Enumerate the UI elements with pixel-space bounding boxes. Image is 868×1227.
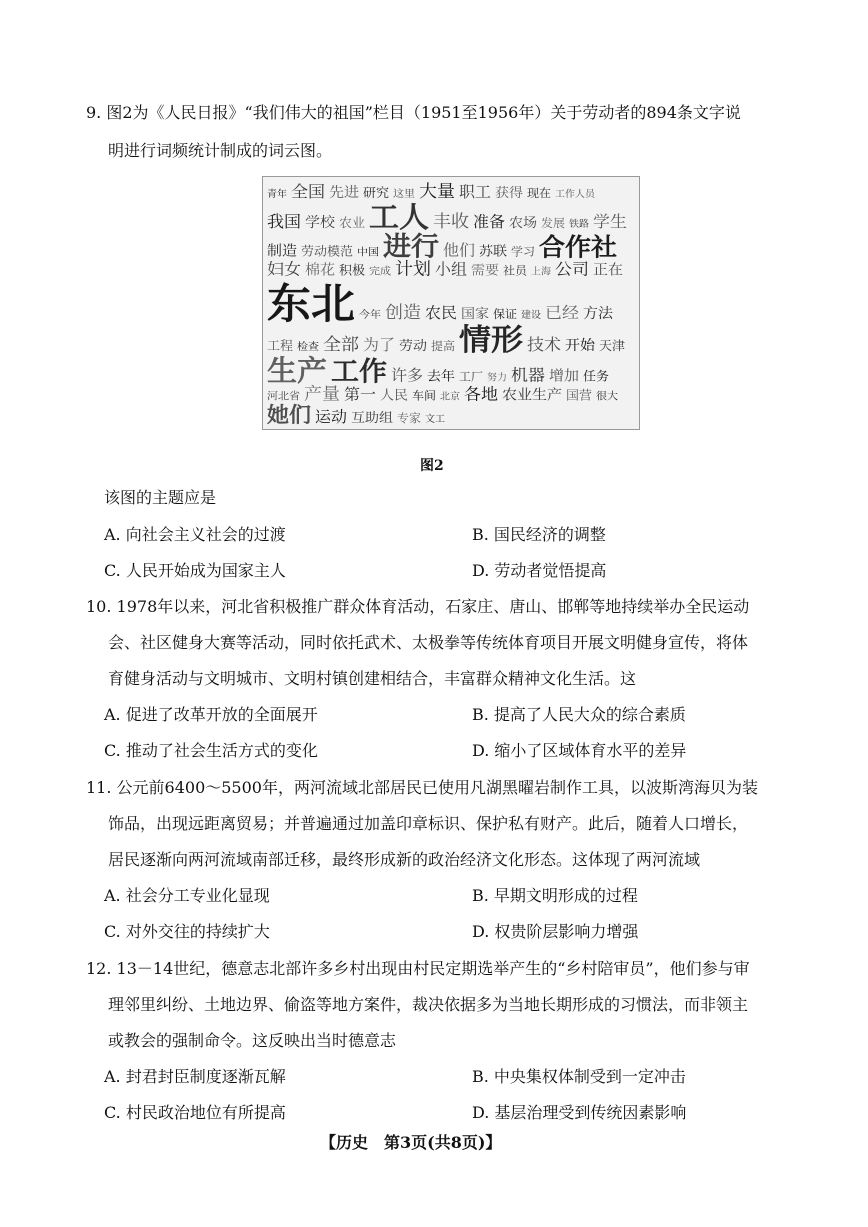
word-cloud-word: 发展 [541,217,564,231]
q10-option-b[interactable]: B. 提高了人民大众的综合素质 [472,705,686,724]
word-cloud-word: 全部 [323,335,359,356]
q12-line1: 12. 13－14世纪，德意志北部许多乡村出现由村民定期选举产生的“乡村陪审员”，他们参与审 [86,959,750,978]
word-cloud-word: 任务 [583,369,608,384]
word-cloud-word: 人民 [380,388,407,404]
word-cloud-word: 第一 [344,385,376,404]
q11-line1: 11. 公元前6400～5500年，两河流域北部居民已使用凡湖黑曜岩制作工具，以波斯湾海贝为装 [86,778,758,797]
word-cloud-word: 努力 [487,372,507,384]
word-cloud-word: 去年 [427,369,454,385]
word-cloud-word: 全国 [291,181,325,201]
word-cloud-word: 产量 [304,384,340,405]
word-cloud-word: 东北 [267,278,355,328]
q9-option-c[interactable]: C. 人民开始成为国家主人 [104,561,286,580]
word-cloud-word: 创造 [385,302,421,323]
word-cloud-word: 现在 [527,186,550,200]
word-cloud-word: 学生 [593,212,627,232]
q11-option-d[interactable]: D. 权贵阶层影响力增强 [472,922,639,941]
q11-option-c[interactable]: C. 对外交往的持续扩大 [104,922,270,941]
q11-option-b[interactable]: B. 早期文明形成的过程 [472,886,638,905]
page-footer: 【历史 第3页(共8页)】 [320,1133,502,1152]
q9-line1: 9. 图2为《人民日报》“我们伟大的祖国”栏目（1951至1956年）关于劳动者的894条文字说 [86,103,741,122]
word-cloud-word: 合作社 [539,232,618,262]
word-cloud-word: 互助组 [351,411,391,426]
word-cloud-word: 北京 [440,391,460,403]
q12-option-b[interactable]: B. 中央集权体制受到一定冲击 [472,1067,686,1086]
q11-line3: 居民逐渐向两河流域南部迁移，最终形成新的政治经济文化形态。这体现了两河流域 [108,850,701,869]
word-cloud-word: 开始 [565,338,596,355]
word-cloud-word: 积极 [339,263,364,278]
q9-stem: 该图的主题应是 [104,488,217,507]
word-cloud-word: 社员 [503,264,526,278]
word-cloud-word: 技术 [527,335,561,355]
q10-line2: 会、社区健身大赛等活动，同时依托武术、太极拳等传统体育项目开展文明健身宣传，将体 [108,633,749,652]
word-cloud-word: 农业生产 [502,387,559,404]
q10-option-d[interactable]: D. 缩小了区域体育水平的差异 [472,741,687,760]
q12-line3: 或教会的强制命令。这反映出当时德意志 [108,1031,397,1050]
word-cloud-word: 国家 [461,306,488,322]
word-cloud-word: 为了 [363,336,395,355]
word-cloud-word: 建设 [521,309,541,321]
word-cloud-figure [262,176,640,430]
q11-line2: 饰品，出现远距离贸易；并普遍通过加盖印章标识、保护私有财产。此后，随着人口增长， [108,814,749,833]
word-cloud-word: 农业 [339,216,365,231]
word-cloud-word: 我国 [267,212,301,232]
word-cloud-word: 工厂 [459,370,483,384]
word-cloud-word: 学习 [511,245,535,259]
word-cloud-word: 运动 [315,408,347,426]
word-cloud-word: 工人 [369,201,429,235]
word-cloud-word: 中国 [357,246,378,259]
word-cloud-word: 增加 [549,368,579,385]
word-cloud-word: 学校 [305,215,334,232]
word-cloud-word: 大量 [419,181,455,202]
q10-option-c[interactable]: C. 推动了社会生活方式的变化 [104,741,318,760]
word-cloud-word: 生产 [267,354,327,388]
word-cloud-word: 制造 [267,243,296,260]
word-cloud-word: 劳动模范 [301,244,351,259]
q12-option-a[interactable]: A. 封君封臣制度逐渐瓦解 [104,1067,286,1086]
word-cloud-word: 进行 [383,231,440,263]
word-cloud-word: 很大 [596,390,617,403]
word-cloud-word: 研究 [363,185,388,200]
word-cloud-word: 棉花 [305,262,334,279]
q10-line1: 10. 1978年以来，河北省积极推广群众体育活动，石家庄、唐山、邯郸等地持续举办全民运动 [86,597,750,616]
word-cloud-word: 许多 [391,366,423,385]
word-cloud-word: 河北省 [267,390,299,403]
word-cloud-word: 上海 [531,266,551,278]
word-cloud-word: 公司 [555,259,589,279]
word-cloud-word: 保证 [493,307,516,321]
word-cloud-word: 已经 [545,302,580,322]
word-cloud-word: 妇女 [267,259,301,279]
word-cloud-word: 小组 [435,260,467,279]
q11-option-a[interactable]: A. 社会分工专业化显现 [104,886,270,905]
word-cloud-word: 苏联 [479,244,506,260]
word-cloud-word: 计划 [395,259,431,280]
word-cloud-word: 先进 [329,184,359,201]
word-cloud-word: 专家 [397,412,420,425]
word-cloud-word: 丰收 [433,212,469,233]
word-cloud-word: 获得 [495,185,522,201]
word-cloud-word: 农民 [425,303,457,322]
q9-line2: 明进行词频统计制成的词云图。 [108,141,333,160]
word-cloud-word: 工作 [331,356,388,388]
word-cloud-word: 各地 [464,384,498,404]
word-cloud-word: 提高 [431,340,454,354]
figure-caption: 图2 [420,458,444,474]
word-cloud-word: 车间 [412,389,435,403]
word-cloud-word: 完成 [369,265,390,278]
q9-option-a[interactable]: A. 向社会主义社会的过渡 [104,525,286,544]
word-cloud-word: 检查 [297,341,318,354]
word-cloud-word: 铁路 [569,219,589,231]
word-cloud-word: 他们 [443,241,475,260]
q10-line3: 育健身活动与文明城市、文明村镇创建相结合，丰富群众精神文化生活。这 [108,669,637,688]
word-cloud-word: 今年 [359,308,380,321]
word-cloud-word: 国营 [566,388,591,403]
word-cloud-word: 方法 [583,305,612,322]
word-cloud-word: 准备 [473,213,505,232]
word-cloud-word: 机器 [511,365,545,385]
word-cloud-word: 这里 [393,187,414,200]
q12-line2: 理邻里纠纷、土地边界、偷盗等地方案件，裁决依据多为当地长期形成的习惯法，而非领主 [108,995,749,1014]
q12-option-c[interactable]: C. 村民政治地位有所提高 [104,1103,286,1122]
q10-option-a[interactable]: A. 促进了改革开放的全面展开 [104,705,318,724]
word-cloud-word: 正在 [593,262,623,279]
word-cloud-word: 天津 [599,339,624,354]
q9-option-d[interactable]: D. 劳动者觉悟提高 [472,561,607,580]
word-cloud-word: 需要 [471,263,498,279]
q12-option-d[interactable]: D. 基层治理受到传统因素影响 [472,1103,687,1122]
q9-option-b[interactable]: B. 国民经济的调整 [472,525,606,544]
word-cloud-word: 青年 [267,188,287,200]
word-cloud-word: 职工 [459,182,491,201]
word-cloud-word: 工作人员 [555,188,594,200]
word-cloud-word: 劳动 [399,339,426,355]
word-cloud-word: 她们 [267,403,312,427]
word-cloud-word: 农场 [509,216,536,232]
word-cloud-word: 工程 [267,339,293,354]
word-cloud-word: 情形 [459,323,524,359]
word-cloud-word: 文工 [425,414,445,425]
